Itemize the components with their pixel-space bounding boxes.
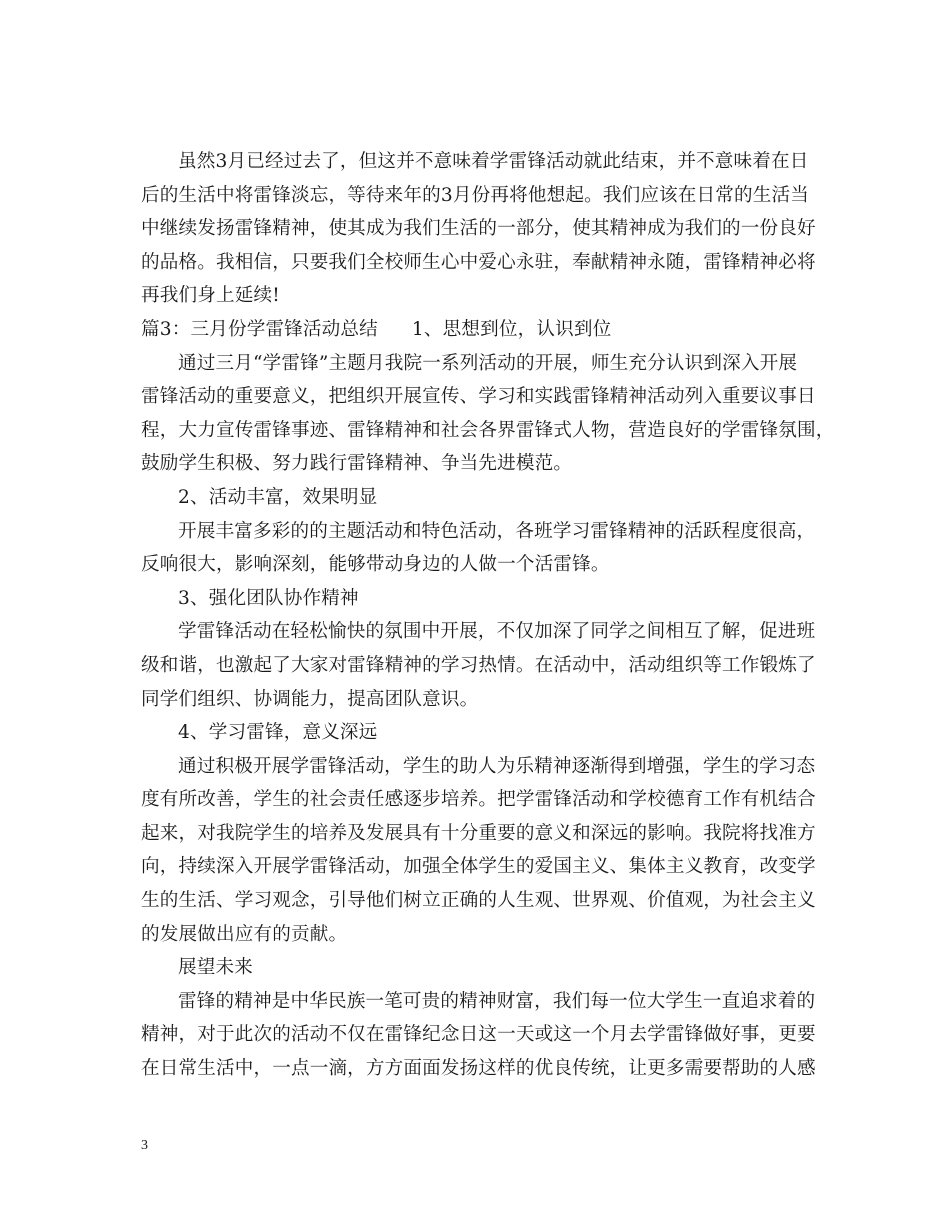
paragraph-line: 反响很大，影响深刻，能够带动身边的人做一个活雷锋。	[141, 554, 610, 576]
page-number: 3	[141, 1138, 148, 1153]
paragraph-line: 开展丰富多彩的的主题活动和特色活动，各班学习雷锋精神的活跃程度很高，	[178, 520, 816, 542]
paragraph-line: 通过三月“学雷锋”主题月我院一系列活动的开展，师生充分认识到深入开展	[178, 352, 798, 374]
paragraph-line: 再我们身上延续!	[141, 285, 280, 307]
paragraph-line: 中继续发扬雷锋精神，使其成为我们生活的一部分，使其精神成为我们的一份良好	[141, 218, 816, 240]
paragraph-line: 生的生活、学习观念，引导他们树立正确的人生观、世界观、价值观，为社会主义	[141, 890, 816, 912]
paragraph-line: 在日常生活中，一点一滴，方方面面发扬这样的优良传统，让更多需要帮助的人感	[141, 1058, 816, 1080]
paragraph-line: 同学们组织、协调能力，提高团队意识。	[141, 688, 479, 710]
paragraph-line: 学雷锋活动在轻松愉快的氛围中开展，不仅加深了同学之间相互了解，促进班	[178, 621, 816, 643]
paragraph-line: 精神，对于此次的活动不仅在雷锋纪念日这一天或这一个月去学雷锋做好事，更要	[141, 1024, 816, 1046]
paragraph-line: 虽然3月已经过去了，但这并不意味着学雷锋活动就此结束，并不意味着在日	[178, 151, 809, 172]
paragraph-line: 的发展做出应有的贡献。	[141, 923, 348, 945]
subheading: 2、活动丰富，效果明显	[178, 486, 378, 508]
paragraph-line: 鼓励学生积极、努力践行雷锋精神、争当先进模范。	[141, 453, 573, 475]
paragraph-line: 后的生活中将雷锋淡忘，等待来年的3月份再将他想起。我们应该在日常的生活当	[141, 184, 810, 206]
subheading: 展望未来	[178, 957, 253, 979]
paragraph-line: 通过积极开展学雷锋活动，学生的助人为乐精神逐渐得到增强，学生的学习态	[178, 755, 816, 777]
section-heading-line	[141, 313, 831, 347]
paragraph-line: 程，大力宣传雷锋事迹、雷锋精神和社会各界雷锋式人物，营造良好的学雷锋氛围，	[141, 419, 835, 441]
paragraph-line: 起来，对我院学生的培养及发展具有十分重要的意义和深远的影响。我院将找准方	[141, 822, 816, 844]
paragraph-line: 级和谐，也激起了大家对雷锋精神的学习热情。在活动中，活动组织等工作锻炼了	[141, 654, 816, 676]
section-title: 篇3：三月份学雷锋活动总结	[141, 318, 378, 340]
paragraph-line: 向，持续深入开展学雷锋活动，加强全体学生的爱国主义、集体主义教育，改变学	[141, 856, 816, 878]
document-body	[141, 145, 835, 1086]
paragraph-line: 雷锋活动的重要意义，把组织开展宣传、学习和实践雷锋精神活动列入重要议事日	[141, 386, 816, 408]
subheading: 4、学习雷锋，意义深远	[178, 722, 378, 744]
paragraph-line: 的品格。我相信，只要我们全校师生心中爱心永驻，奉献精神永随，雷锋精神必将	[141, 251, 816, 273]
paragraph-line: 度有所改善，学生的社会责任感逐步培养。把学雷锋活动和学校德育工作有机结合	[141, 789, 816, 811]
subheading-inline: 1、思想到位，认识到位	[411, 318, 612, 340]
paragraph-line: 雷锋的精神是中华民族一笔可贵的精神财富，我们每一位大学生一直追求着的	[178, 990, 816, 1012]
subheading: 3、强化团队协作精神	[178, 587, 359, 609]
